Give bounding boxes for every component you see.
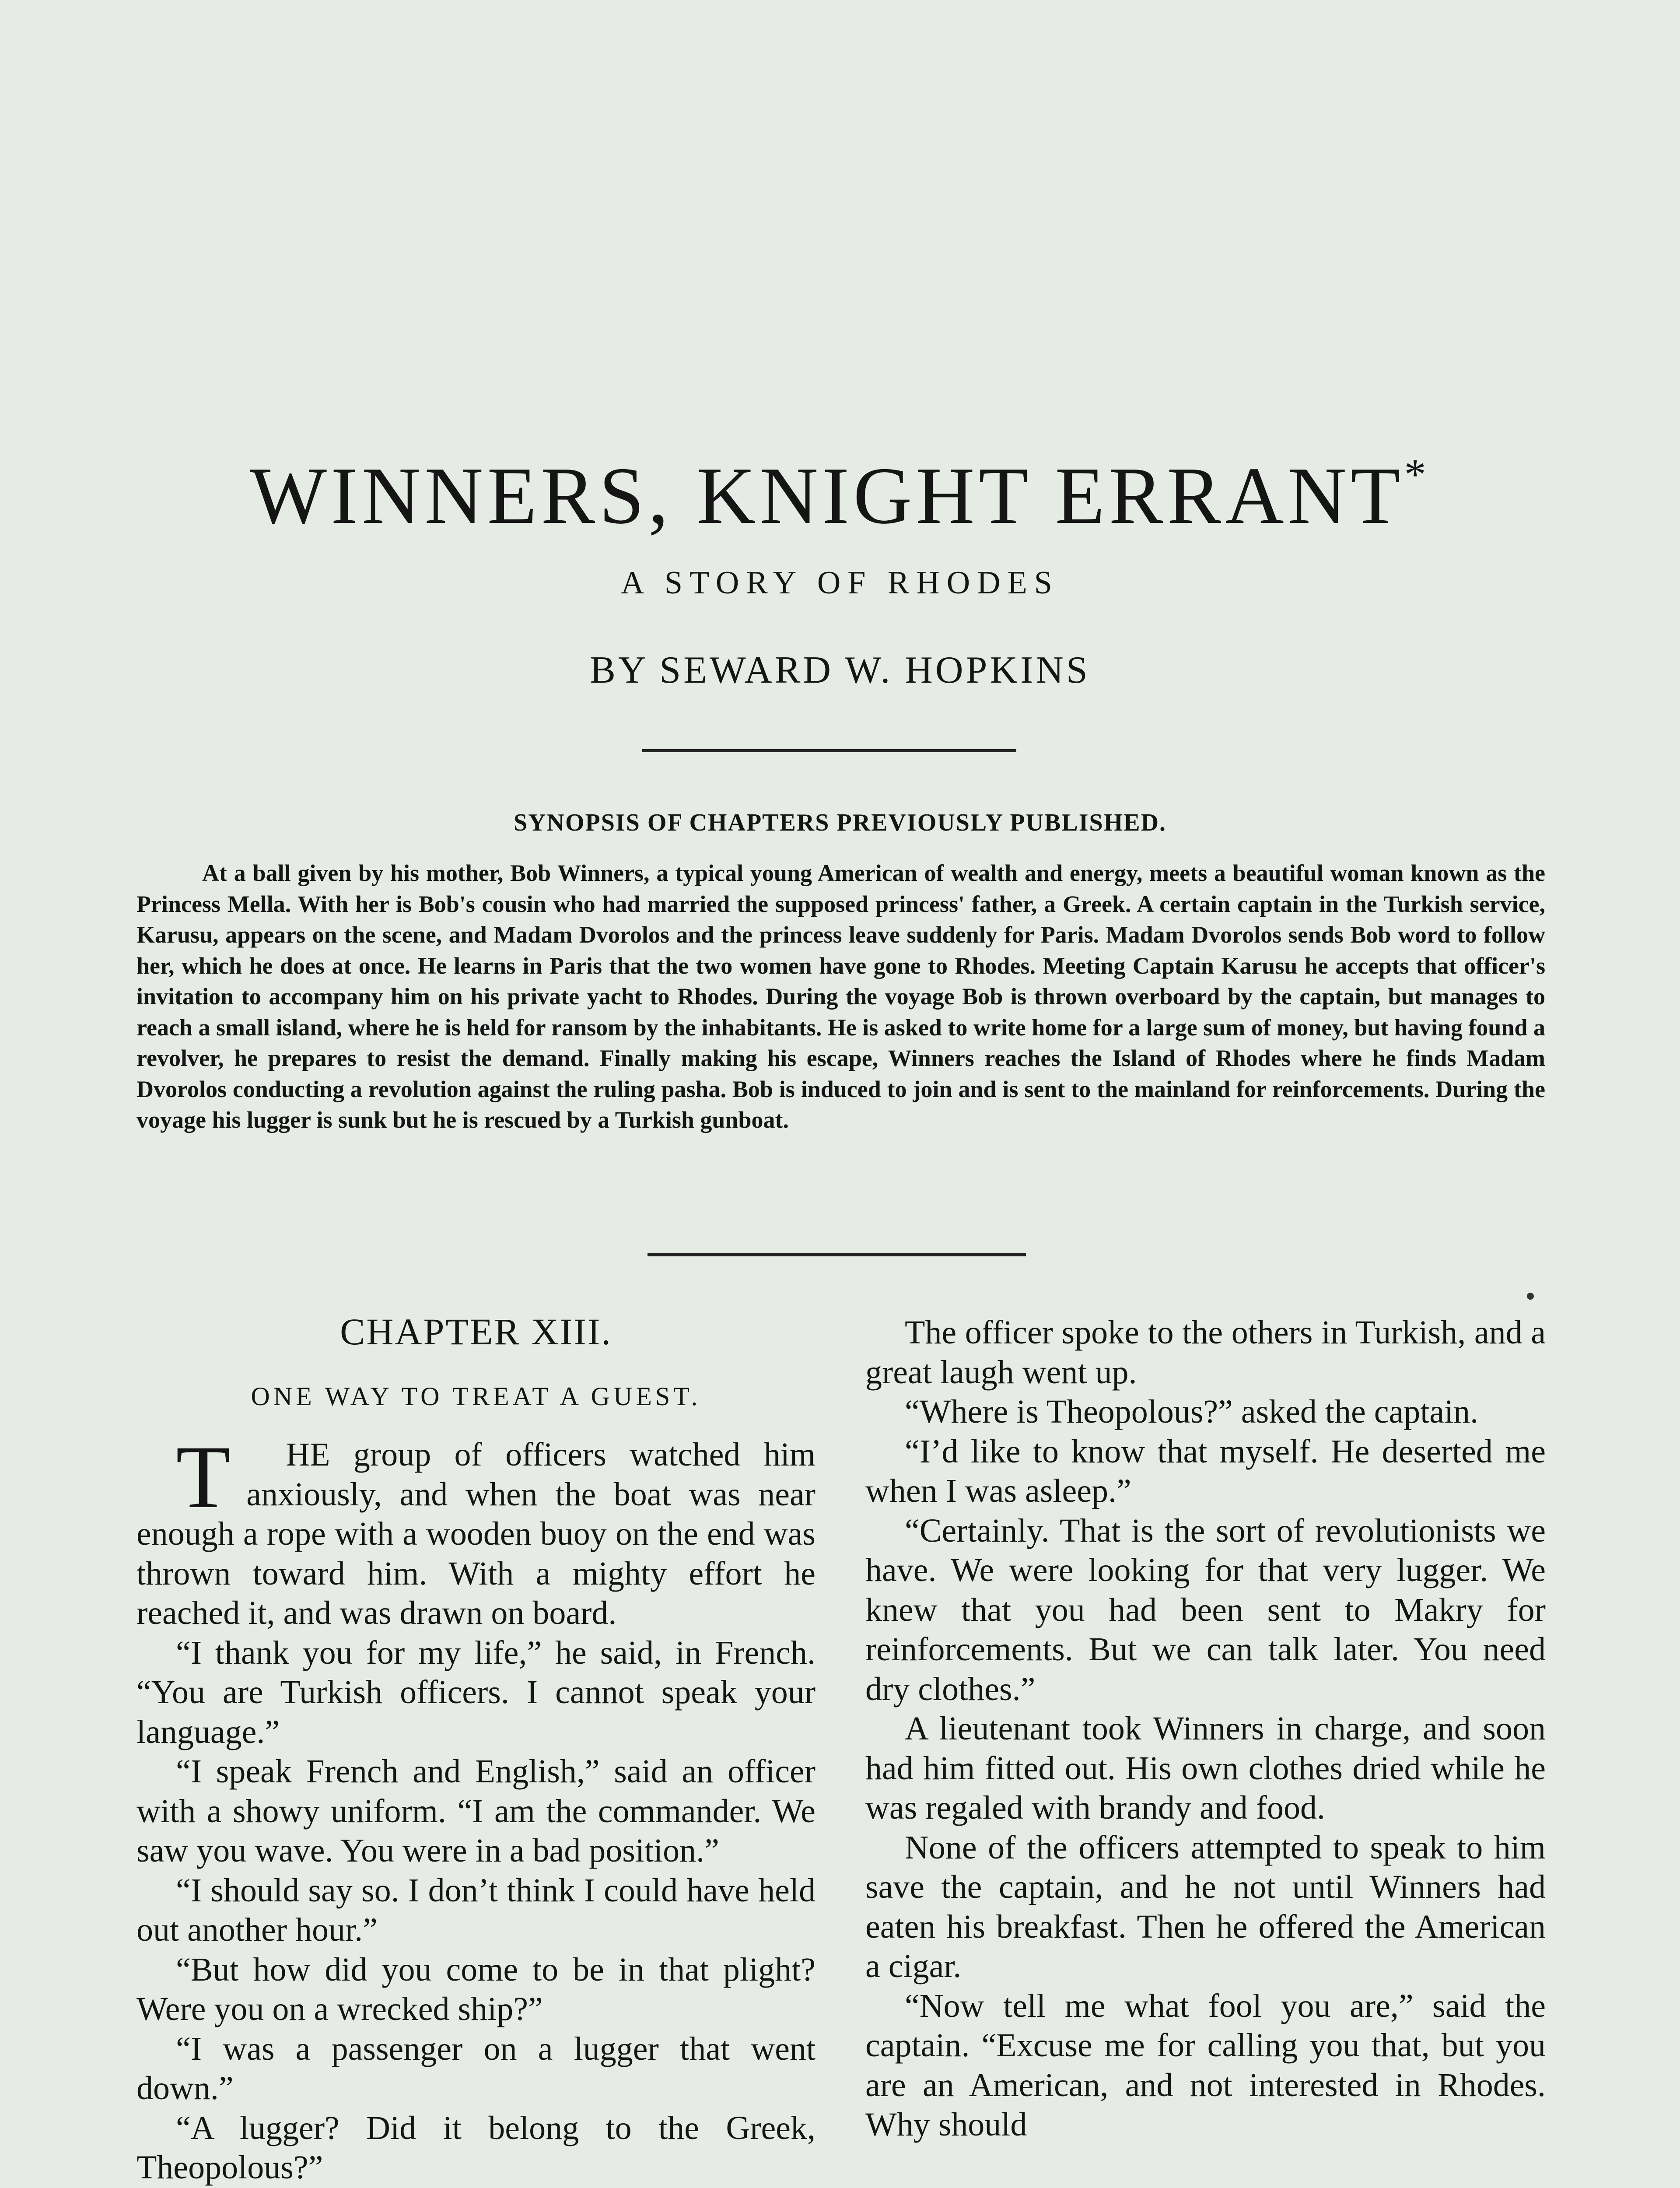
paragraph: A lieutenant took Winners in charge, and soon had him fitted out. His own clothes dried while he was regaled with brandy and food.	[865, 1710, 1546, 1826]
synopsis-text: At a ball given by his mother, Bob Winners, a typical young American of wealth and energy, meets a beautiful woman known as the Princess Mella. With her is Bob's cousin who had married the supposed princess' father, a Greek. A certain captain in the Turkish service, Karusu, appears on the scene, and Madam Dvorolos and the princess leave suddenly for Paris. Madam Dvorolos sends Bob word to follow her, which he does at once. He learns in Paris that the two women have gone to Rhodes. Meeting Captain Karusu he accepts that officer's invitation to accompany him on his private yacht to Rhodes. During the voyage Bob is thrown overboard by the captain, but manages to reach a small island, where he is held for ransom by the inhabitants. He is asked to write home for a large sum of money, but having found a revolver, he prepares to resist the demand. Finally making his escape, Winners reaches the Island of Rhodes where he finds Madam Dvorolos conducting a revolution against the ruling pasha. Bob is induced to join and is sent to the mainland for reinforcements. During the voyage his lugger is sunk but he is rescued by a Turkish gunboat.	[136, 860, 1545, 1133]
story-title-text: WINNERS, KNIGHT ERRANT	[250, 451, 1404, 541]
paragraph: “Where is Theopolous?” asked the captain.	[905, 1393, 1479, 1430]
divider-rule	[648, 1253, 1026, 1256]
divider-rule	[642, 749, 1016, 752]
author-byline: BY SEWARD W. HOPKINS	[590, 649, 1090, 691]
drop-cap: T	[176, 1427, 231, 1527]
paragraph: None of the officers attempted to speak to him save the captain, and he not until Winners had eaten his breakfast. Then he offered the American a cigar.	[865, 1829, 1546, 1985]
synopsis-heading: SYNOPSIS OF CHAPTERS PREVIOUSLY PUBLISHED.	[513, 809, 1167, 836]
paragraph: “I’d like to know that myself. He deserted me when I was asleep.”	[865, 1433, 1546, 1509]
paragraph: “I should say so. I don’t think I could have held out another hour.”	[136, 1872, 816, 1948]
paragraph: “I was a passenger on a lugger that went down.”	[136, 2030, 816, 2107]
opening-paragraph	[136, 1427, 816, 1633]
story-title	[0, 450, 1680, 541]
paragraph: “I speak French and English,” said an officer with a showy uniform. “I am the commander. We saw you wave. You were in a bad position.”	[136, 1753, 816, 1869]
opening-paragraph-text: HE group of officers watched him anxiously, and when the boat was near enough a rope with a wooden buoy on the end was thrown toward him. With a mighty effort he reached it, and was drawn on board.	[136, 1436, 816, 1631]
right-column	[865, 1313, 1546, 2145]
footnote-mark: *	[1404, 450, 1430, 498]
paragraph: The officer spoke to the others in Turkish, and a great laugh went up.	[865, 1314, 1546, 1391]
left-column	[136, 1313, 816, 2188]
paragraph: “Certainly. That is the sort of revolutionists we have. We were looking for that very lugger. We knew that you had been sent to Makry for reinforcements. But we can talk later. You need dry clothes.”	[865, 1512, 1546, 1708]
paragraph: “Now tell me what fool you are,” said the captain. “Excuse me for calling you that, but you are an American, and not interested in Rhodes. Why should	[865, 1987, 1546, 2143]
chapter-title: CHAPTER XIII.	[340, 1311, 612, 1353]
print-speck	[1527, 1293, 1534, 1300]
paragraph: “I thank you for my life,” he said, in French. “You are Turkish officers. I cannot speak your language.”	[136, 1634, 816, 1750]
chapter-subtitle: ONE WAY TO TREAT A GUEST.	[251, 1382, 701, 1411]
story-subtitle: A STORY OF RHODES	[621, 565, 1059, 601]
paragraph: “But how did you come to be in that plight? Were you on a wrecked ship?”	[136, 1951, 816, 2027]
paragraph: “A lugger? Did it belong to the Greek, Theopolous?”	[136, 2109, 816, 2186]
